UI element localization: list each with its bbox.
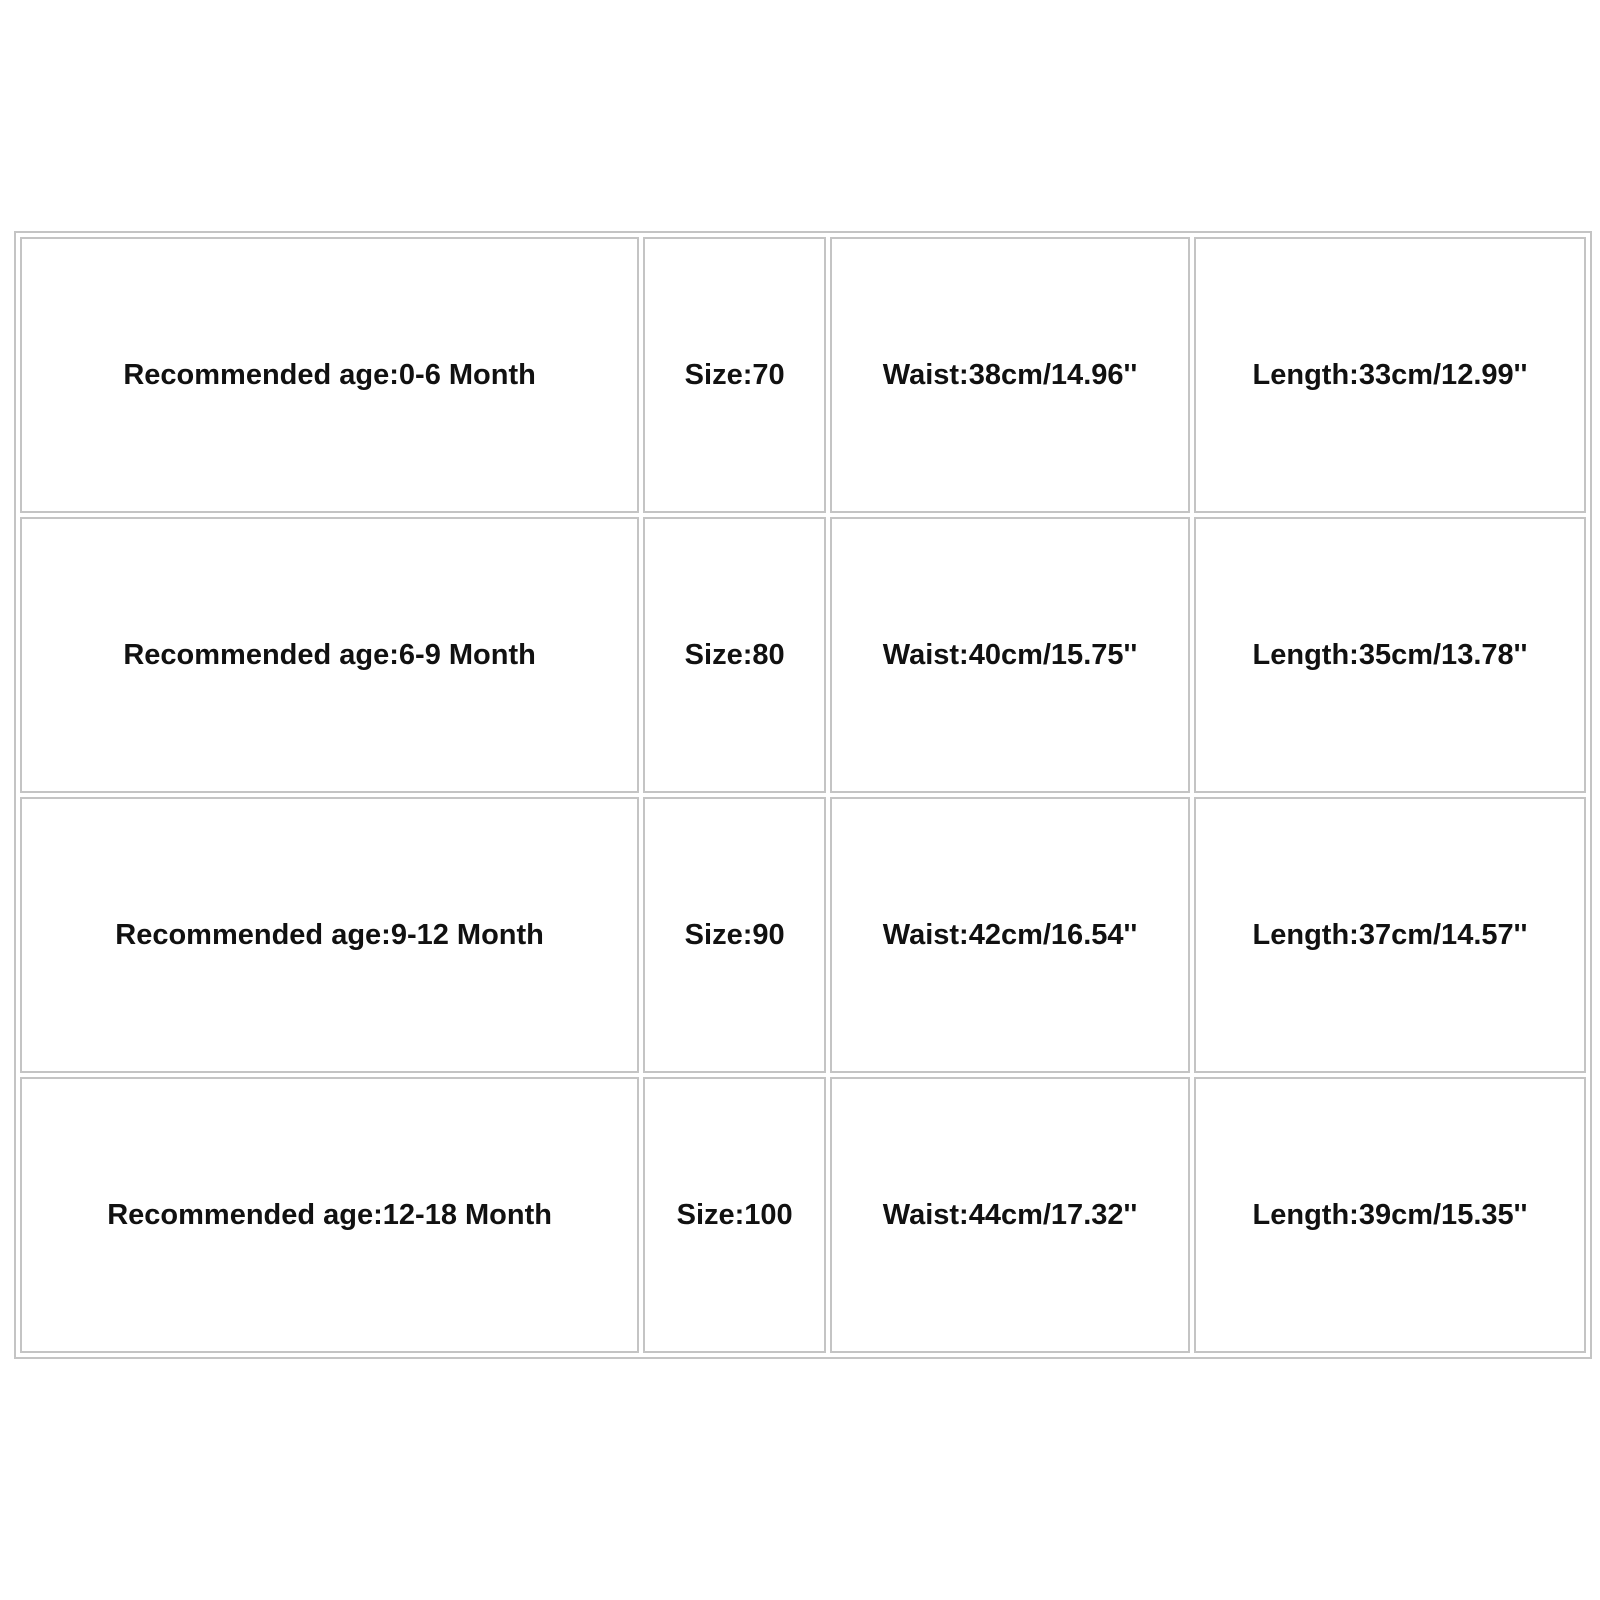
table-row [20, 517, 1586, 793]
waist-cell: Waist:42cm/16.54'' [830, 797, 1190, 1073]
length-cell: Length:37cm/14.57'' [1194, 797, 1586, 1073]
size-chart-table [14, 231, 1592, 1359]
size-cell: Size:80 [643, 517, 826, 793]
age-cell: Recommended age:6-9 Month [20, 517, 639, 793]
waist-cell: Waist:40cm/15.75'' [830, 517, 1190, 793]
age-cell: Recommended age:9-12 Month [20, 797, 639, 1073]
table-row [20, 237, 1586, 513]
table-row [20, 797, 1586, 1073]
table-row [20, 1077, 1586, 1353]
length-cell: Length:39cm/15.35'' [1194, 1077, 1586, 1353]
size-cell: Size:100 [643, 1077, 826, 1353]
length-cell: Length:33cm/12.99'' [1194, 237, 1586, 513]
age-cell: Recommended age:12-18 Month [20, 1077, 639, 1353]
waist-cell: Waist:38cm/14.96'' [830, 237, 1190, 513]
age-cell: Recommended age:0-6 Month [20, 237, 639, 513]
size-cell: Size:90 [643, 797, 826, 1073]
waist-cell: Waist:44cm/17.32'' [830, 1077, 1190, 1353]
length-cell: Length:35cm/13.78'' [1194, 517, 1586, 793]
size-cell: Size:70 [643, 237, 826, 513]
